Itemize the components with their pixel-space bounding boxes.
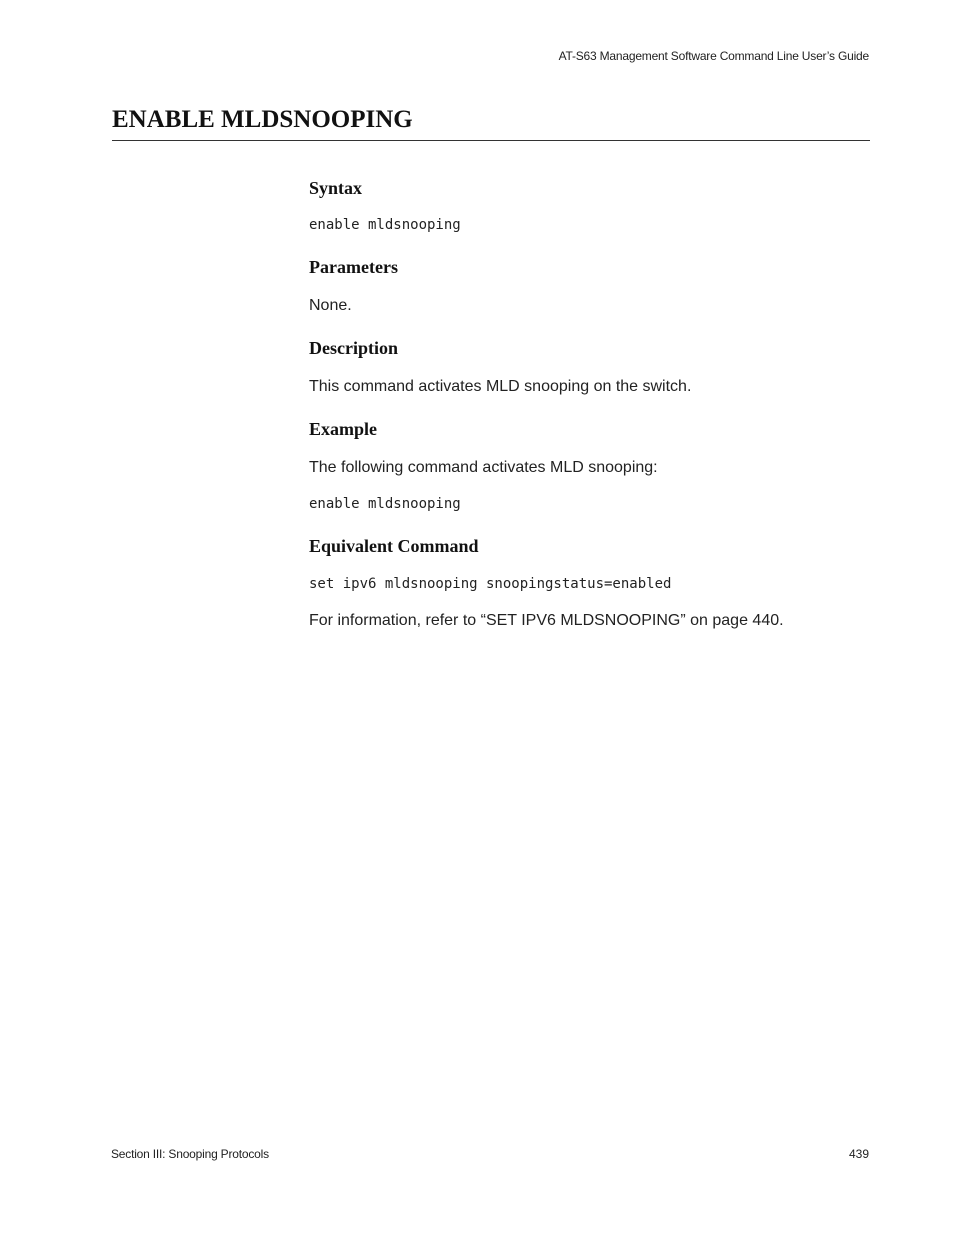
running-header: AT-S63 Management Software Command Line User’s Guide (558, 49, 869, 63)
title-rule (112, 140, 870, 141)
page-number: 439 (848, 1147, 869, 1161)
parameters-heading: Parameters (309, 257, 398, 277)
syntax-code: enable mldsnooping (309, 217, 461, 233)
reference-text: For information, refer to “SET IPV6 MLDSNOOPING” on page 440. (309, 612, 784, 629)
description-text: This command activates MLD snooping on the switch. (309, 378, 692, 395)
parameters-text: None. (309, 297, 352, 314)
example-heading: Example (309, 419, 378, 439)
example-code: enable mldsnooping (309, 496, 461, 512)
equivalent-command-heading: Equivalent Command (309, 536, 479, 556)
page-title: ENABLE MLDSNOOPING (112, 106, 413, 133)
description-heading: Description (309, 338, 398, 358)
equivalent-command-code: set ipv6 mldsnooping snoopingstatus=enabled (309, 576, 672, 592)
example-text: The following command activates MLD snooping: (309, 459, 658, 476)
footer-section: Section III: Snooping Protocols (111, 1147, 269, 1161)
syntax-heading: Syntax (309, 178, 363, 198)
